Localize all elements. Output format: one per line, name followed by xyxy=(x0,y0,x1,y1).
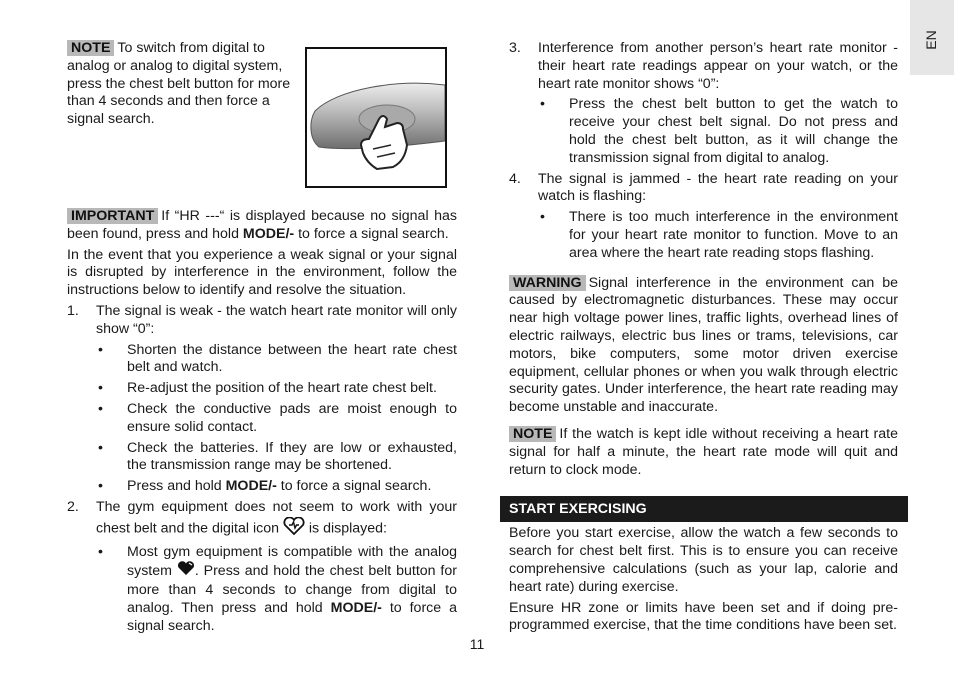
bullet-item: • There is too much interference in the environment for your heart rate monitor to function. Move to an area where the heart rate reading stops flashing. xyxy=(540,209,898,261)
important-paragraph: IMPORTANT If “HR ---“ is displayed because no signal has been found, press and hold MODE/- to force a signal search. xyxy=(67,207,457,242)
important-tag: IMPORTANT xyxy=(67,208,158,224)
heart-analog-icon xyxy=(177,561,195,582)
bullet-item: • Shorten the distance between the heart rate chest belt and watch. xyxy=(98,341,457,376)
note-tag: NOTE xyxy=(509,426,556,442)
bullet-item: • Check the conductive pads are moist enough to ensure solid contact. xyxy=(98,400,457,435)
language-label: EN xyxy=(923,30,940,50)
intro-paragraph: In the event that you experience a weak signal or your signal is disrupted by interference in the environment, follow the instructions below to identify and resolve the situation. xyxy=(67,246,457,299)
section-heading: START EXERCISING xyxy=(500,496,908,522)
heart-digital-icon xyxy=(283,517,305,541)
bullet-item: • Re-adjust the position of the heart rate chest belt. xyxy=(98,380,437,397)
language-tab xyxy=(910,0,954,75)
start-paragraph-2: Ensure HR zone or limits have been set and if doing pre-programmed exercise, that the time conditions have been set. xyxy=(509,599,898,634)
list-item-3: 3. Interference from another person’s heart rate monitor - their heart rate readings appear on your watch, or the heart rate monitor shows “0”: xyxy=(509,40,898,92)
warning-paragraph: WARNING Signal interference in the environment can be caused by electromagnetic disturbances. These may occur near high voltage power lines, traffic lights, overhead lines of electric railways, electric bus lines or trams, televisions, car motors, bike computers, some motor driven exercise equipment, cellular phones or when you walk through electric security gates. Under interference, the heart rate reading may become unstable and inaccurate. xyxy=(509,274,898,416)
list-item-4: 4. The signal is jammed - the heart rate reading on your watch is flashing: xyxy=(509,170,898,205)
right-column xyxy=(509,40,898,635)
list-item-2: 2. The gym equipment does not seem to work with your chest belt and the digital icon is displayed: xyxy=(67,499,457,541)
note-paragraph: NOTE To switch from digital to analog or analog to digital system, press the chest belt button for more than 4 seconds and then force a signal search. xyxy=(67,40,291,128)
bullet-item: • Most gym equipment is compatible with the analog system . Press and hold the chest belt button for more than 4 seconds to change from digital to analog. Then press and hold MODE/- to force a signal search. xyxy=(98,543,458,634)
page-number: 11 xyxy=(469,636,485,652)
warning-tag: WARNING xyxy=(509,275,586,291)
bullet-item: • Check the batteries. If they are low or exhausted, the transmission range may be shortened. xyxy=(98,439,457,474)
bullet-item: • Press and hold MODE/- to force a signal search. xyxy=(98,478,432,495)
note-tag: NOTE xyxy=(67,40,114,56)
list-item-1: 1. The signal is weak - the watch heart rate monitor will only show “0”: xyxy=(67,302,457,337)
start-paragraph-1: Before you start exercise, allow the watch a few seconds to search for chest belt first. This is to ensure you can receive comprehensive calculations (such as your lap, calorie and heart rate) during exercise. xyxy=(509,525,898,595)
note-paragraph: NOTE If the watch is kept idle without receiving a heart rate signal for half a minute, the heart rate mode will quit and return to clock mode. xyxy=(509,425,898,478)
left-column xyxy=(67,40,457,636)
bullet-item: • Press the chest belt button to get the watch to receive your chest belt signal. Do not press and hold the chest belt button, as it will change the transmission signal from digital to analog. xyxy=(540,96,898,166)
